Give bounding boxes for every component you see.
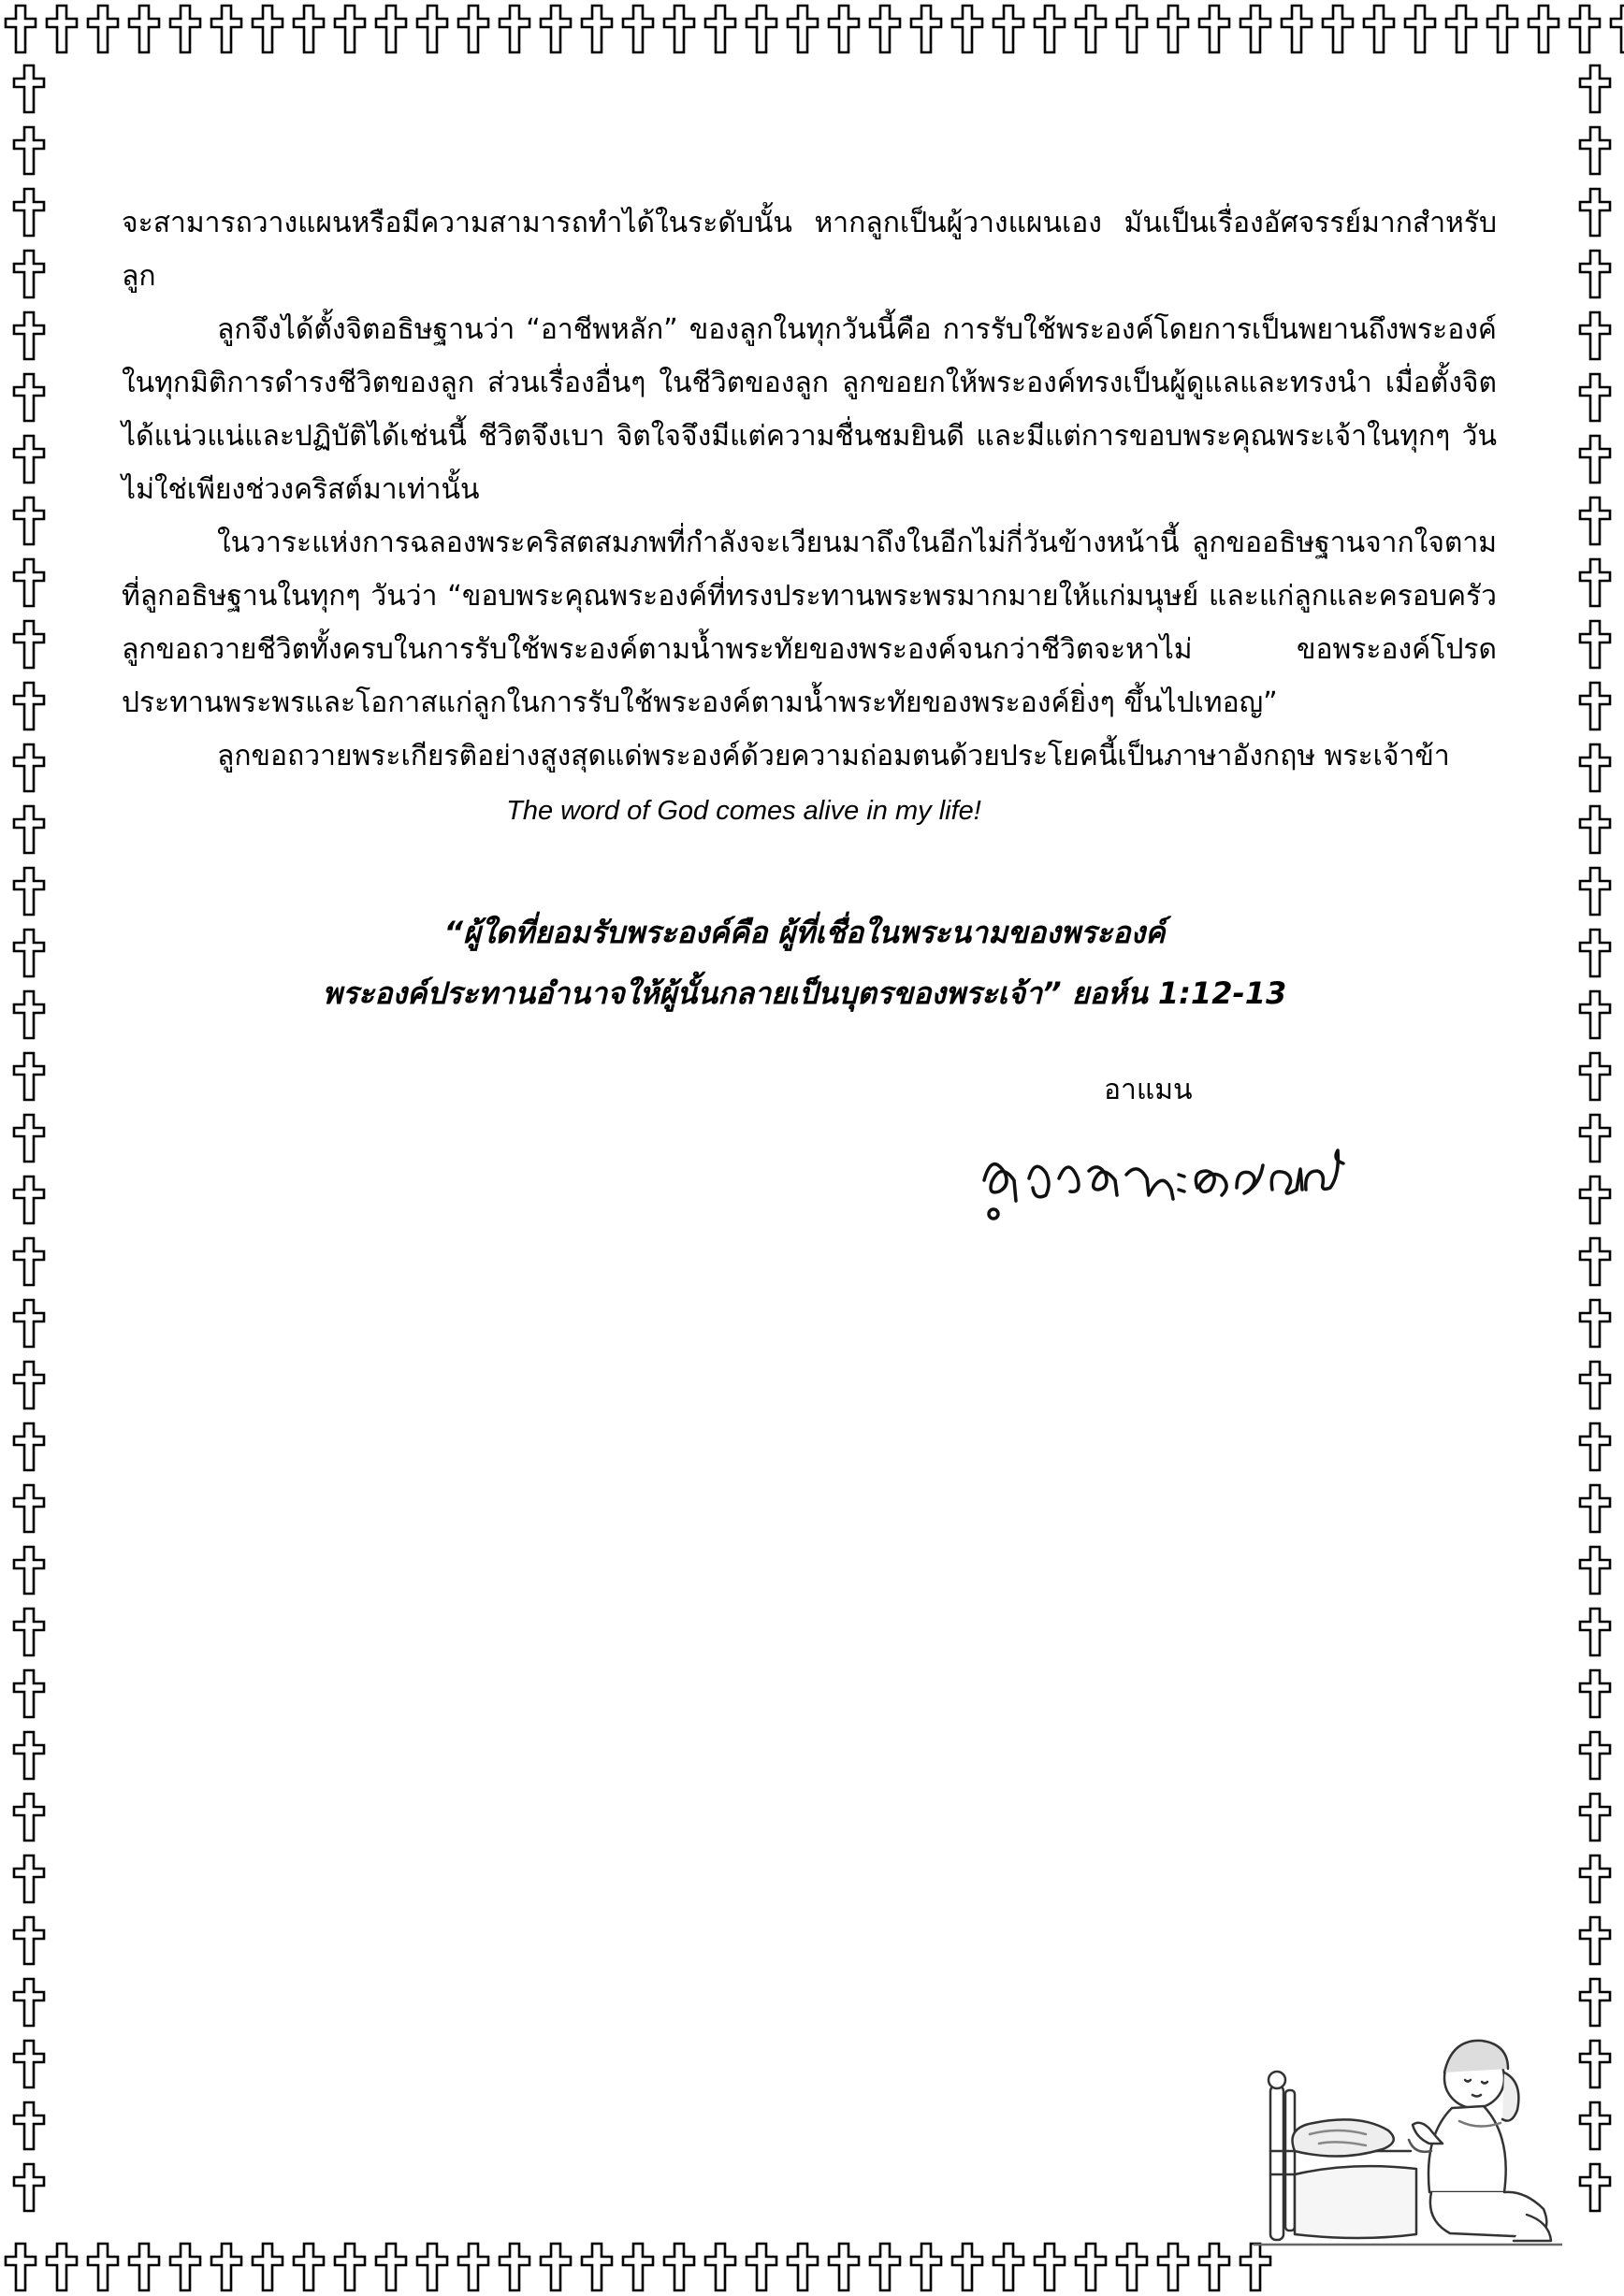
cross-icon: [1566, 243, 1624, 305]
cross-icon: [494, 2238, 535, 2296]
cross-icon: [659, 0, 700, 58]
cross-icon: [1566, 1786, 1624, 1848]
cross-icon: [0, 243, 58, 305]
cross-icon: [1566, 181, 1624, 243]
cross-icon: [1358, 0, 1399, 58]
cross-icon: [0, 2095, 58, 2157]
cross-icon: [1566, 1292, 1624, 1354]
cross-icon: [1317, 0, 1358, 58]
cross-icon: [1564, 0, 1605, 58]
cross-icon: [1235, 0, 1276, 58]
cross-icon: [0, 1046, 58, 1107]
cross-icon: [0, 552, 58, 614]
cross-icon: [1111, 0, 1153, 58]
cross-icon: [0, 1725, 58, 1786]
cross-icon: [988, 2238, 1029, 2296]
cross-icon: [1441, 0, 1482, 58]
cross-icon: [412, 0, 453, 58]
cross-icon: [1194, 2238, 1235, 2296]
cross-icon: [247, 2238, 288, 2296]
cross-icon: [823, 2238, 864, 2296]
cross-icon: [0, 0, 41, 58]
cross-icon: [659, 2238, 700, 2296]
cross-icon: [206, 2238, 247, 2296]
cross-icon: [370, 0, 412, 58]
cross-icon: [1482, 0, 1523, 58]
cross-icon: [288, 0, 329, 58]
cross-icon: [0, 1971, 58, 2033]
cross-icon: [123, 0, 165, 58]
cross-icon: [0, 1354, 58, 1416]
cross-icon: [0, 984, 58, 1046]
cross-icon: [0, 1478, 58, 1539]
cross-icon: [741, 0, 782, 58]
cross-icon: [864, 0, 906, 58]
bible-verse: [168, 903, 1441, 1024]
paragraph-4: ลูกขอถวายพระเกียรติอย่างสูงสุดแด่พระองค์ด้วยความถ่อมตนด้วยประโยคนี้เป็นภาษาอังกฤษ พระเจ้าข้า: [217, 740, 1450, 773]
cross-icon: [41, 0, 82, 58]
cross-icon: [535, 0, 576, 58]
cross-icon: [1029, 2238, 1070, 2296]
cross-icon: [1566, 1539, 1624, 1601]
cross-icon: [1029, 0, 1070, 58]
cross-icon: [0, 1231, 58, 1292]
cross-icon: [947, 2238, 988, 2296]
cross-icon: [0, 2157, 58, 2218]
cross-icon: [823, 0, 864, 58]
cross-icon: [1566, 1231, 1624, 1292]
cross-icon: [494, 0, 535, 58]
signature-scribble: [973, 1122, 1366, 1225]
cross-icon: [0, 1910, 58, 1971]
cross-icon: [329, 0, 370, 58]
closing-amen: อาแมน: [1104, 1074, 1193, 1106]
praying-child-icon: [1254, 2011, 1562, 2258]
cross-icon: [1070, 0, 1111, 58]
cross-icon: [0, 2033, 58, 2095]
cross-icon: [1566, 305, 1624, 367]
cross-icon: [0, 428, 58, 490]
cross-icon: [906, 2238, 947, 2296]
cross-icon: [247, 0, 288, 58]
cross-icon: [1566, 1910, 1624, 1971]
cross-icon: [0, 1601, 58, 1663]
cross-icon: [0, 2238, 41, 2296]
cross-icon: [1194, 0, 1235, 58]
english-quote: The word of God comes alive in my life!: [506, 796, 981, 826]
cross-icon: [576, 0, 617, 58]
cross-icon: [782, 0, 823, 58]
cross-icon: [41, 2238, 82, 2296]
cross-icon: [206, 0, 247, 58]
cross-icon: [0, 1848, 58, 1910]
handwritten-signature: [973, 1122, 1366, 1229]
cross-icon: [1566, 1848, 1624, 1910]
cross-icon: [0, 860, 58, 922]
cross-icon: [1153, 0, 1194, 58]
cross-icon: [0, 1292, 58, 1354]
cross-icon: [1111, 2238, 1153, 2296]
cross-icon: [1276, 0, 1317, 58]
cross-icon: [1566, 1663, 1624, 1725]
cross-icon: [1566, 1107, 1624, 1169]
letter-body: [122, 196, 1497, 839]
cross-icon: [412, 2238, 453, 2296]
cross-icon: [988, 0, 1029, 58]
cross-icon: [165, 2238, 206, 2296]
paragraph-3: ในวาระแห่งการฉลองพระคริสตสมภพที่กำลังจะเวียนมาถึงในอีกไม่กี่วันข้างหน้านี้ ลูกขออธิษฐานจากใจตามที่ลูกอธิษฐานในทุกๆ วันว่า “ขอบพระคุณพระองค์ที่ทรงประทานพระพรมากมายให้แก่มนุษย์ และแก่ลูกและครอบครัว ลูกขอถวายชีวิตทั้งครบในการรับใช้พระองค์ตามน้ำพระทัยของพระองค์จนกว่าชีวิตจะหาไม่ ขอพระองค์โปรดประทานพระพรและโอกาสแก่ลูกในการรับใช้พระองค์ตามน้ำพระทัยของพระองค์ยิ่งๆ ขึ้นไปเทอญ”: [122, 527, 1497, 719]
verse-line-2: พระองค์ประทานอำนาจให้ผู้นั้นกลายเป็นบุตรของพระเจ้า” ยอห์น 1:12-13: [322, 975, 1287, 1011]
cross-icon: [1566, 2095, 1624, 2157]
cross-icon: [1566, 2033, 1624, 2095]
top-cross-border: [0, 0, 1624, 58]
cross-icon: [1566, 1416, 1624, 1478]
left-cross-border: [0, 58, 58, 2238]
cross-icon: [864, 2238, 906, 2296]
cross-icon: [1566, 367, 1624, 428]
cross-icon: [1566, 1169, 1624, 1231]
bottom-cross-border: [0, 2238, 1272, 2296]
cross-icon: [0, 675, 58, 737]
cross-icon: [0, 58, 58, 120]
cross-icon: [1566, 1046, 1624, 1107]
paragraph-1: จะสามารถวางแผนหรือมีความสามารถทำได้ในระดับนั้น หากลูกเป็นผู้วางแผนเอง มันเป็นเรื่องอัศจรรย์มากสำหรับลูก: [122, 207, 1497, 293]
cross-icon: [0, 614, 58, 675]
praying-child-drawing: [1254, 2011, 1562, 2254]
verse-line-1: “ผู้ใดที่ยอมรับพระองค์คือ ผู้ที่เชื่อในพระนามของพระองค์: [443, 915, 1166, 950]
cross-icon: [947, 0, 988, 58]
cross-icon: [0, 1107, 58, 1169]
cross-icon: [1566, 984, 1624, 1046]
cross-icon: [1399, 0, 1441, 58]
cross-icon: [782, 2238, 823, 2296]
cross-icon: [1605, 0, 1624, 58]
cross-icon: [1566, 490, 1624, 552]
cross-icon: [1566, 1354, 1624, 1416]
cross-icon: [700, 0, 741, 58]
cross-icon: [1566, 922, 1624, 984]
cross-icon: [0, 1663, 58, 1725]
cross-icon: [82, 0, 123, 58]
cross-icon: [1566, 1971, 1624, 2033]
cross-icon: [1566, 1601, 1624, 1663]
cross-icon: [617, 0, 659, 58]
cross-icon: [1566, 428, 1624, 490]
cross-icon: [1566, 737, 1624, 799]
cross-icon: [1566, 614, 1624, 675]
cross-icon: [453, 0, 494, 58]
cross-icon: [0, 1786, 58, 1848]
cross-icon: [0, 367, 58, 428]
cross-icon: [576, 2238, 617, 2296]
cross-icon: [288, 2238, 329, 2296]
cross-icon: [1566, 58, 1624, 120]
cross-icon: [370, 2238, 412, 2296]
cross-icon: [1153, 2238, 1194, 2296]
cross-icon: [123, 2238, 165, 2296]
cross-icon: [741, 2238, 782, 2296]
cross-icon: [453, 2238, 494, 2296]
cross-icon: [1566, 120, 1624, 181]
cross-icon: [700, 2238, 741, 2296]
cross-icon: [0, 1416, 58, 1478]
cross-icon: [1070, 2238, 1111, 2296]
cross-icon: [0, 1169, 58, 1231]
cross-icon: [0, 490, 58, 552]
cross-icon: [0, 1539, 58, 1601]
cross-icon: [165, 0, 206, 58]
cross-icon: [0, 922, 58, 984]
cross-icon: [1566, 1478, 1624, 1539]
cross-icon: [0, 120, 58, 181]
cross-icon: [82, 2238, 123, 2296]
cross-icon: [0, 181, 58, 243]
cross-icon: [1566, 1725, 1624, 1786]
cross-icon: [617, 2238, 659, 2296]
cross-icon: [0, 305, 58, 367]
cross-icon: [1566, 675, 1624, 737]
cross-icon: [329, 2238, 370, 2296]
cross-icon: [535, 2238, 576, 2296]
cross-icon: [1566, 799, 1624, 860]
cross-icon: [906, 0, 947, 58]
cross-icon: [1566, 860, 1624, 922]
cross-icon: [1566, 552, 1624, 614]
paragraph-2: ลูกจึงได้ตั้งจิตอธิษฐานว่า “อาชีพหลัก” ของลูกในทุกวันนี้คือ การรับใช้พระองค์โดยการเป็นพยานถึงพระองค์ในทุกมิติการดำรงชีวิตของลูก ส่วนเรื่องอื่นๆ ในชีวิตของลูก ลูกขอยกให้พระองค์ทรงเป็นผู้ดูแลและทรงนำ เมื่อตั้งจิตได้แน่วแน่และปฏิบัติได้เช่นนี้ ชีวิตจึงเบา จิตใจจึงมีแต่ความชื่นชมยินดี และมีแต่การขอบพระคุณพระเจ้าในทุกๆ วัน ไม่ใช่เพียงช่วงคริสต์มาเท่านั้น: [122, 313, 1497, 506]
right-cross-border: [1566, 58, 1624, 2238]
cross-icon: [1523, 0, 1564, 58]
cross-icon: [1566, 2157, 1624, 2218]
